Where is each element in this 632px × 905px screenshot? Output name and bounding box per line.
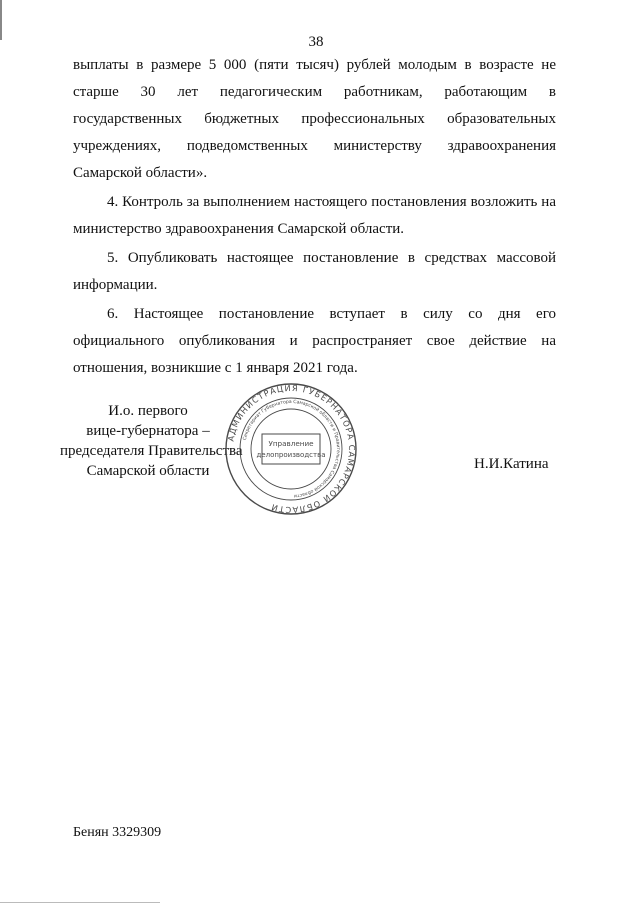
signatory-title bbox=[60, 401, 243, 481]
official-seal-stamp bbox=[224, 382, 358, 516]
seal-inner-text: Секретариат Губернатора Самарской области и Правительства Самарской области bbox=[242, 399, 341, 498]
paragraph-6: 6. Настоящее постановление вступает в силу со дня его официального опубликования и распространяет свое действие на отношения, возникшие с 1 января 2021 года. bbox=[73, 306, 556, 376]
signatory-title-line: Самарской области bbox=[86, 463, 210, 479]
paragraph-continuation: выплаты в размере 5 000 (пяти тысяч) рублей молодым в возрасте не старше 30 лет педагогическим работникам, работающим в государственных бюджетных профессиональных образовательных учреждениях, подведомственных министерству здравоохранения Самарской области». bbox=[73, 57, 556, 181]
paragraph-5: 5. Опубликовать настоящее постановление в средствах массовой информации. bbox=[73, 250, 556, 293]
page-number: 38 bbox=[308, 34, 324, 50]
signatory-title-line: И.о. первого bbox=[108, 403, 188, 419]
svg-text:Секретариат Губернатора Самарс bbox=[242, 399, 340, 498]
executor-footer: Бенян 3329309 bbox=[73, 825, 162, 840]
signatory-title-line: вице-губернатора – bbox=[86, 423, 210, 439]
seal-outer-text: АДМИНИСТРАЦИЯ ГУБЕРНАТОРА САМАРСКОЙ ОБЛАСТИ bbox=[225, 382, 358, 516]
scan-edge-line bbox=[0, 902, 160, 903]
document-body bbox=[73, 52, 556, 384]
signatory-title-line: председателя Правительства bbox=[60, 443, 243, 459]
signatory-name: Н.И.Катина bbox=[474, 456, 549, 472]
paragraph-4: 4. Контроль за выполнением настоящего постановления возложить на министерство здравоохранения Самарской области. bbox=[73, 194, 556, 237]
seal-center-line-1: Управление bbox=[268, 439, 314, 448]
seal-center-line-2: делопроизводства bbox=[256, 451, 326, 459]
